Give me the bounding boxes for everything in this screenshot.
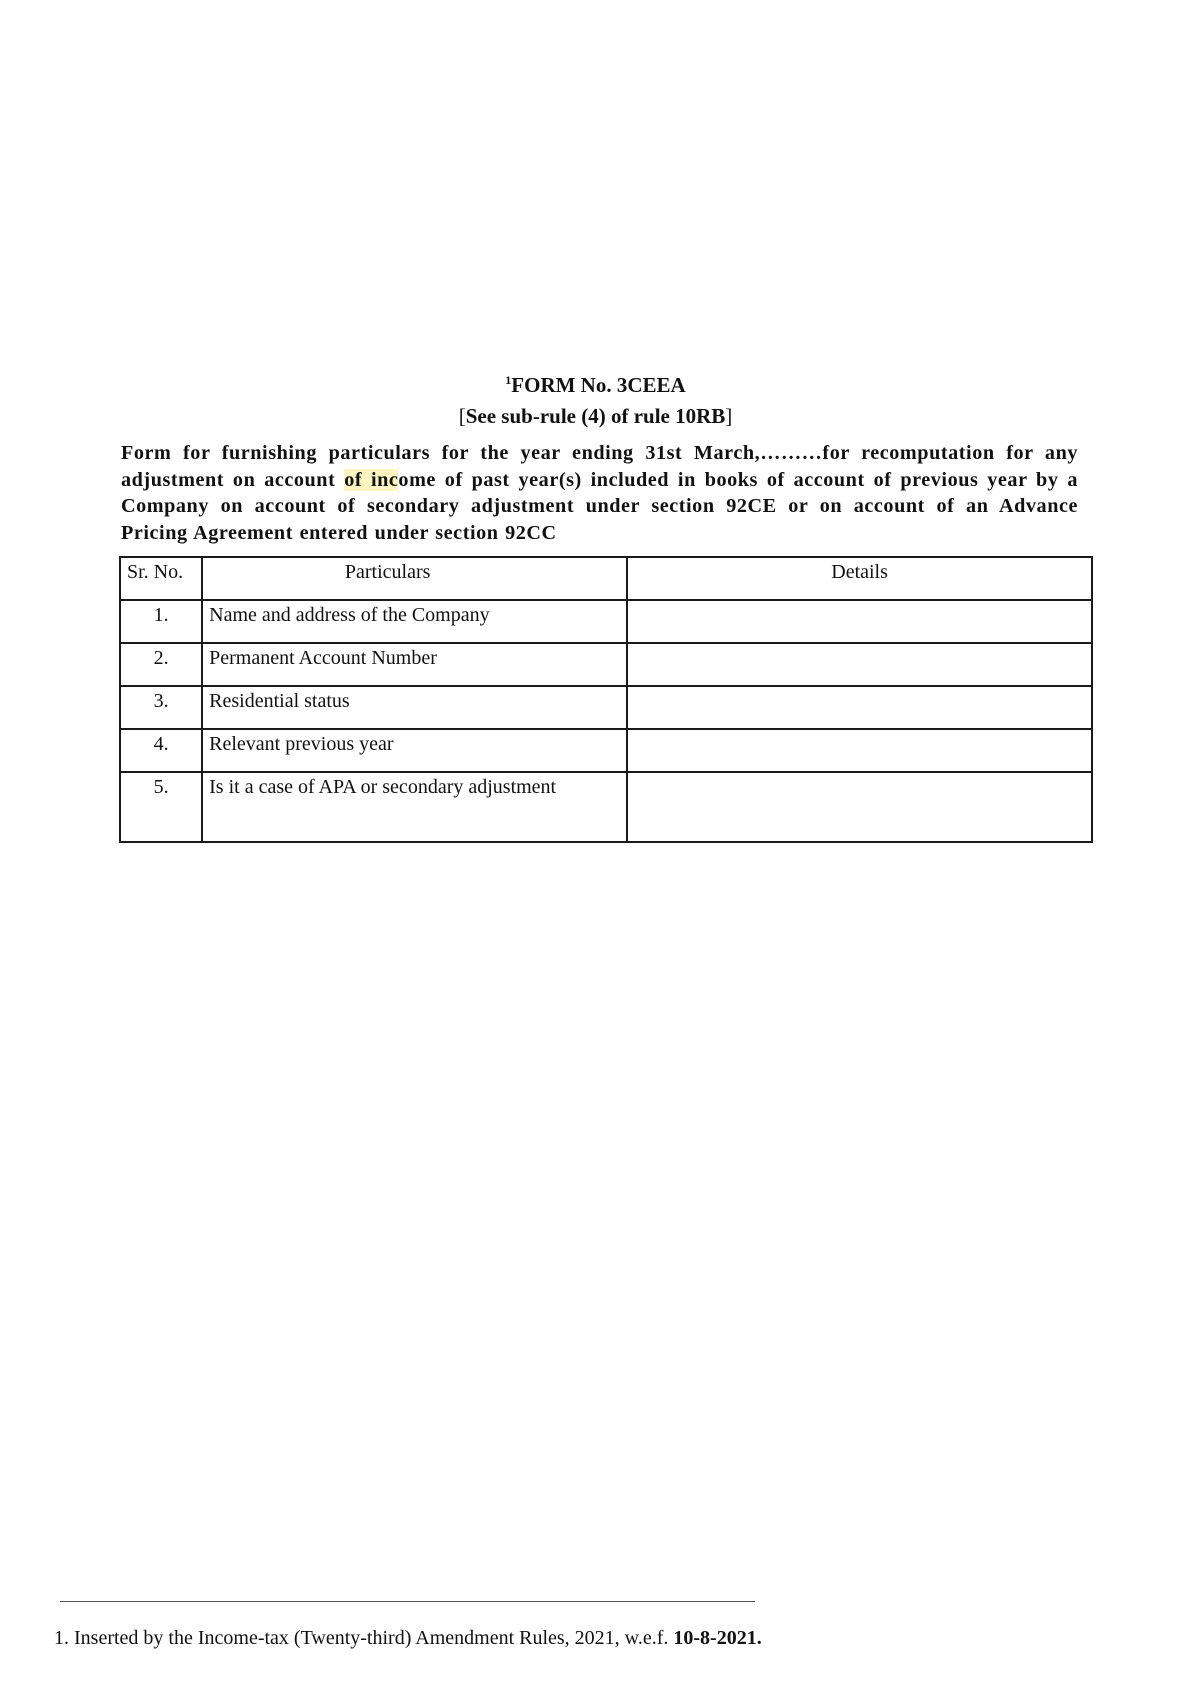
row-sr-no: 2.	[120, 643, 202, 686]
row-detail-field[interactable]	[627, 729, 1092, 772]
row-particular: Name and address of the Company	[202, 600, 627, 643]
form-title	[0, 366, 1191, 399]
row-sr-no: 4.	[120, 729, 202, 772]
table-row	[120, 772, 1092, 842]
table-header-row	[120, 557, 1092, 600]
row-sr-no: 1.	[120, 600, 202, 643]
footnote-marker: 1	[505, 373, 512, 387]
footnote-date: 10-8-2021.	[673, 1627, 762, 1649]
footnote	[54, 1625, 762, 1651]
header-particulars: Particulars	[202, 557, 627, 600]
table-row	[120, 686, 1092, 729]
row-detail-field[interactable]	[627, 643, 1092, 686]
description-part-2: ome of past year(s) included in books of account of previous year by a Company on account of secondary adjustment under section 92CE or on account of an Advance Pricing Agreement entered under section 92CC	[121, 468, 1078, 544]
row-particular: Permanent Account Number	[202, 643, 627, 686]
form-title-text: FORM No. 3CEEA	[511, 373, 686, 397]
row-detail-field[interactable]	[627, 600, 1092, 643]
subtitle-close-bracket: ]	[725, 404, 733, 428]
row-sr-no: 3.	[120, 686, 202, 729]
highlighted-text[interactable]: of inc	[344, 468, 399, 491]
row-sr-no: 5.	[120, 772, 202, 842]
form-subtitle	[0, 402, 1191, 430]
description-part-1: Form for furnishing particulars for the year ending 31st March,………for recomputation for any adjustment on account	[121, 442, 1078, 491]
form-description	[121, 440, 1078, 546]
table-row	[120, 729, 1092, 772]
footnote-divider	[60, 1601, 755, 1602]
header-details: Details	[627, 557, 1092, 600]
row-particular: Relevant previous year	[202, 729, 627, 772]
subtitle-text: See sub-rule (4) of rule 10RB	[465, 404, 726, 428]
particulars-table	[119, 556, 1093, 843]
row-detail-field[interactable]	[627, 686, 1092, 729]
header-sr-no: Sr. No.	[120, 557, 202, 600]
footnote-text: 1. Inserted by the Income-tax (Twenty-third) Amendment Rules, 2021, w.e.f.	[54, 1627, 674, 1649]
row-particular: Is it a case of APA or secondary adjustment	[202, 772, 627, 842]
table-row	[120, 600, 1092, 643]
row-particular: Residential status	[202, 686, 627, 729]
row-detail-field[interactable]	[627, 772, 1092, 842]
subtitle-open-bracket: [	[458, 404, 466, 428]
table-row	[120, 643, 1092, 686]
